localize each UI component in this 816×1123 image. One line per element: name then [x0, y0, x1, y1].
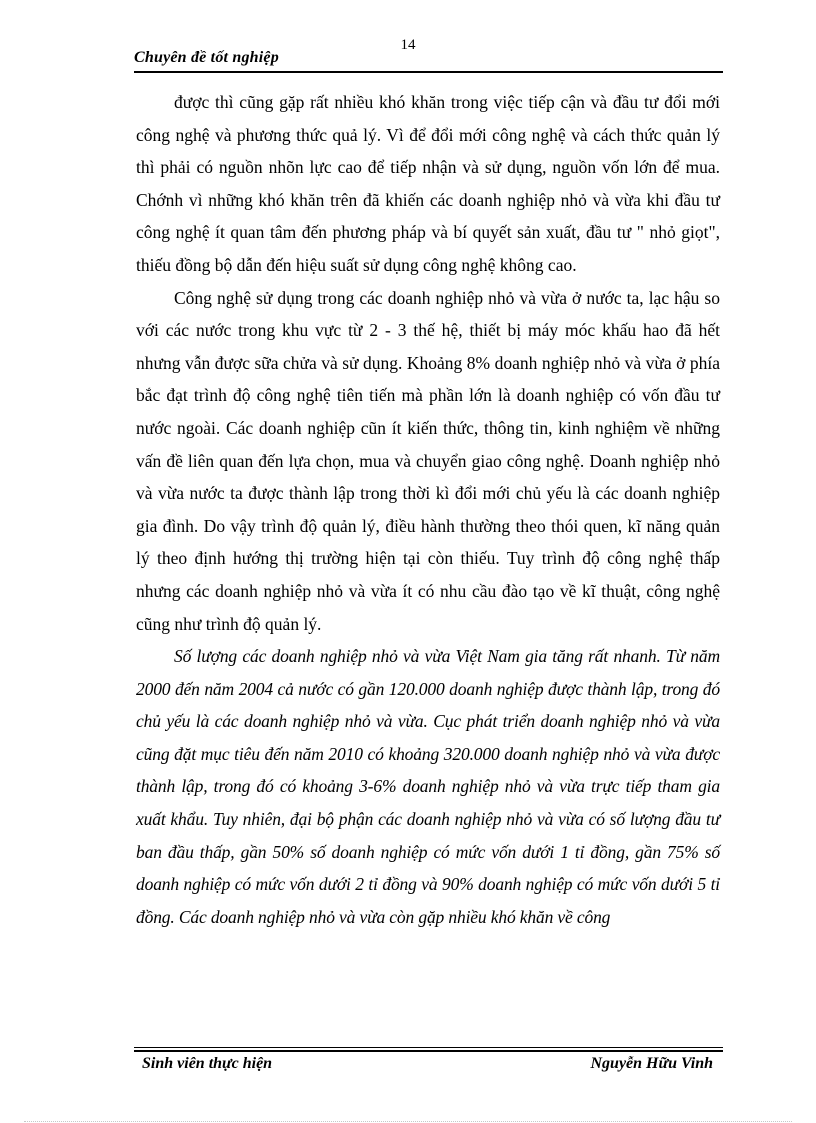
- footer-author-name: Nguyễn Hữu Vinh: [590, 1055, 713, 1072]
- paragraph-3: Số lượng các doanh nghiệp nhỏ và vừa Việt Nam gia tăng rất nhanh. Từ năm 2000 đến năm 2004 cả nước có gần 120.000 doanh nghiệp được thành lập, trong đó chủ yếu là các doanh nghiệp nhỏ và vừa. Cục phát triển doanh nghiệp nhỏ và vừa cũng đặt mục tiêu đến năm 2010 có khoảng 320.000 doanh nghiệp nhỏ và vừa được thành lập, trong đó có khoảng 3-6% doanh nghiệp nhỏ và vừa trực tiếp tham gia xuất khẩu. Tuy nhiên, đại bộ phận các doanh nghiệp nhỏ và vừa có số lượng đầu tư ban đầu thấp, gần 50% số doanh nghiệp có mức vốn dưới 1 tỉ đồng, gần 75% số doanh nghiệp có mức vốn dưới 2 tỉ đồng và 90% doanh nghiệp có mức vốn dưới 5 tỉ đồng. Các doanh nghiệp nhỏ và vừa còn gặp nhiều khó khăn về công: [136, 646, 720, 927]
- document-body: [136, 86, 720, 933]
- header-rule: [134, 71, 723, 73]
- footer-student-label: Sinh viên thực hiện: [142, 1055, 273, 1072]
- page-footer: [134, 1047, 723, 1079]
- paragraph-2: Công nghệ sử dụng trong các doanh nghiệp nhỏ và vừa ở nước ta, lạc hậu so với các nước trong khu vực từ 2 - 3 thế hệ, thiết bị máy móc khấu hao đã hết nhưng vẫn được sữa chửa và sử dụng. Khoảng 8% doanh nghiệp nhỏ và vừa ở phía bắc đạt trình độ công nghệ tiên tiến mà phần lớn là doanh nghiệp có vốn đầu tư nước ngoài. Các doanh nghiệp cũn ít kiến thức, thông tin, kinh nghiệm về những vấn đề liên quan đến lựa chọn, mua và chuyển giao công nghệ. Doanh nghiệp nhỏ và vừa nước ta được thành lập trong thời kì đổi mới chủ yếu là các doanh nghiệp gia đình. Do vậy trình độ quản lý, điều hành thường theo thói quen, kĩ năng quản lý theo định hướng thị trường hiện tại còn thiếu. Tuy trình độ công nghệ thấp nhưng các doanh nghiệp nhỏ và vừa ít có nhu cầu đào tạo về kĩ thuật, công nghệ cũng như trình độ quản lý.: [136, 287, 720, 634]
- page-edge-divider: [24, 1121, 792, 1122]
- footer-rule-thin: [134, 1047, 723, 1048]
- footer-rule-thick: [134, 1050, 723, 1052]
- header-title: Chuyên đề tốt nghiệp: [134, 49, 279, 66]
- paragraph-1: được thì cũng gặp rất nhiều khó khăn trong việc tiếp cận và đầu tư đổi mới công nghệ và phương thức quả lý. Vì để đổi mới công nghệ và cách thức quản lý thì phải có nguồn nhõn lực cao để tiếp nhận và sử dụng, nguồn vốn lớn để mua. Chớnh vì những khó khăn trên đã khiến các doanh nghiệp nhỏ và vừa khi đầu tư công nghệ ít quan tâm đến phương pháp và bí quyết sản xuất, đầu tư " nhỏ giọt", thiếu đồng bộ dẫn đến hiệu suất sử dụng công nghệ không cao.: [136, 92, 720, 275]
- page-number: 14: [400, 37, 416, 53]
- page-header: [134, 49, 723, 71]
